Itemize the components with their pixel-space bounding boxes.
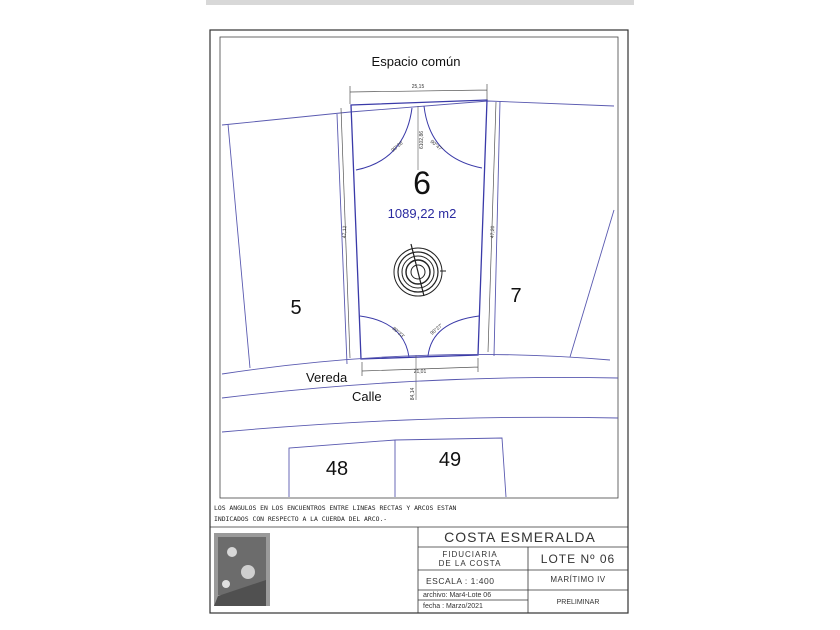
street-line [222, 417, 618, 432]
lot-number: 6 [413, 165, 431, 201]
arc-top-right [424, 106, 482, 168]
angle-top-left: 90°26' [390, 139, 406, 154]
calle-label: Calle [352, 389, 382, 404]
dim-center-top-label: 6102,86 [419, 130, 425, 150]
dim-center-bottom-label: 84,14 [410, 387, 416, 401]
common-space-label: Espacio común [371, 54, 461, 69]
angle-top-right: 90°47' [428, 138, 444, 153]
dim-right-label: 47,20 [489, 225, 497, 239]
angle-bottom-left: 89°23' [390, 325, 406, 340]
vereda-label: Vereda [306, 370, 348, 385]
project-name: COSTA ESMERALDA [444, 529, 596, 545]
note-line-1: LOS ANGULOS EN LOS ENCUENTROS ENTRE LINEAS RECTAS Y ARCOS ESTAN [214, 504, 457, 512]
arc-top-left [356, 108, 412, 170]
lot-title: LOTE Nº 06 [540, 552, 616, 566]
scale-label: ESCALA : 1:400 [426, 576, 495, 586]
lot-7-label: 7 [510, 285, 522, 307]
lot-5-outline [228, 114, 347, 368]
company-logo-image [214, 533, 270, 606]
note-line-2: INDICADOS CON RESPECTO A LA CUERDA DEL ARCO.- [214, 515, 388, 523]
archivo-label: archivo: Mar4-Lote 06 [423, 592, 492, 599]
arc-bottom-right [428, 316, 479, 356]
lot-49-label: 49 [438, 449, 462, 471]
lot-7-outline [494, 101, 614, 357]
dim-top-label: 25,15 [411, 84, 425, 90]
outer-frame [210, 30, 628, 613]
lot-area: 1089,22 m2 [387, 206, 457, 221]
vereda-line-2 [222, 377, 618, 398]
sector-label: MARÍTIMO IV [550, 575, 606, 584]
lot-5-label: 5 [290, 297, 302, 319]
company-line-2: DE LA COSTA [438, 559, 502, 568]
status-label: PRELIMINAR [556, 599, 600, 606]
company-line-1: FIDUCIARIA [442, 550, 498, 559]
dim-bottom-label: 21,01 [413, 369, 427, 375]
tree-symbol [394, 244, 446, 296]
lot-48-label: 48 [325, 458, 349, 480]
dim-left-label: 47,12 [341, 225, 349, 239]
angle-bottom-right: 90°27' [429, 322, 445, 337]
fecha-label: fecha : Marzo/2021 [423, 603, 483, 610]
